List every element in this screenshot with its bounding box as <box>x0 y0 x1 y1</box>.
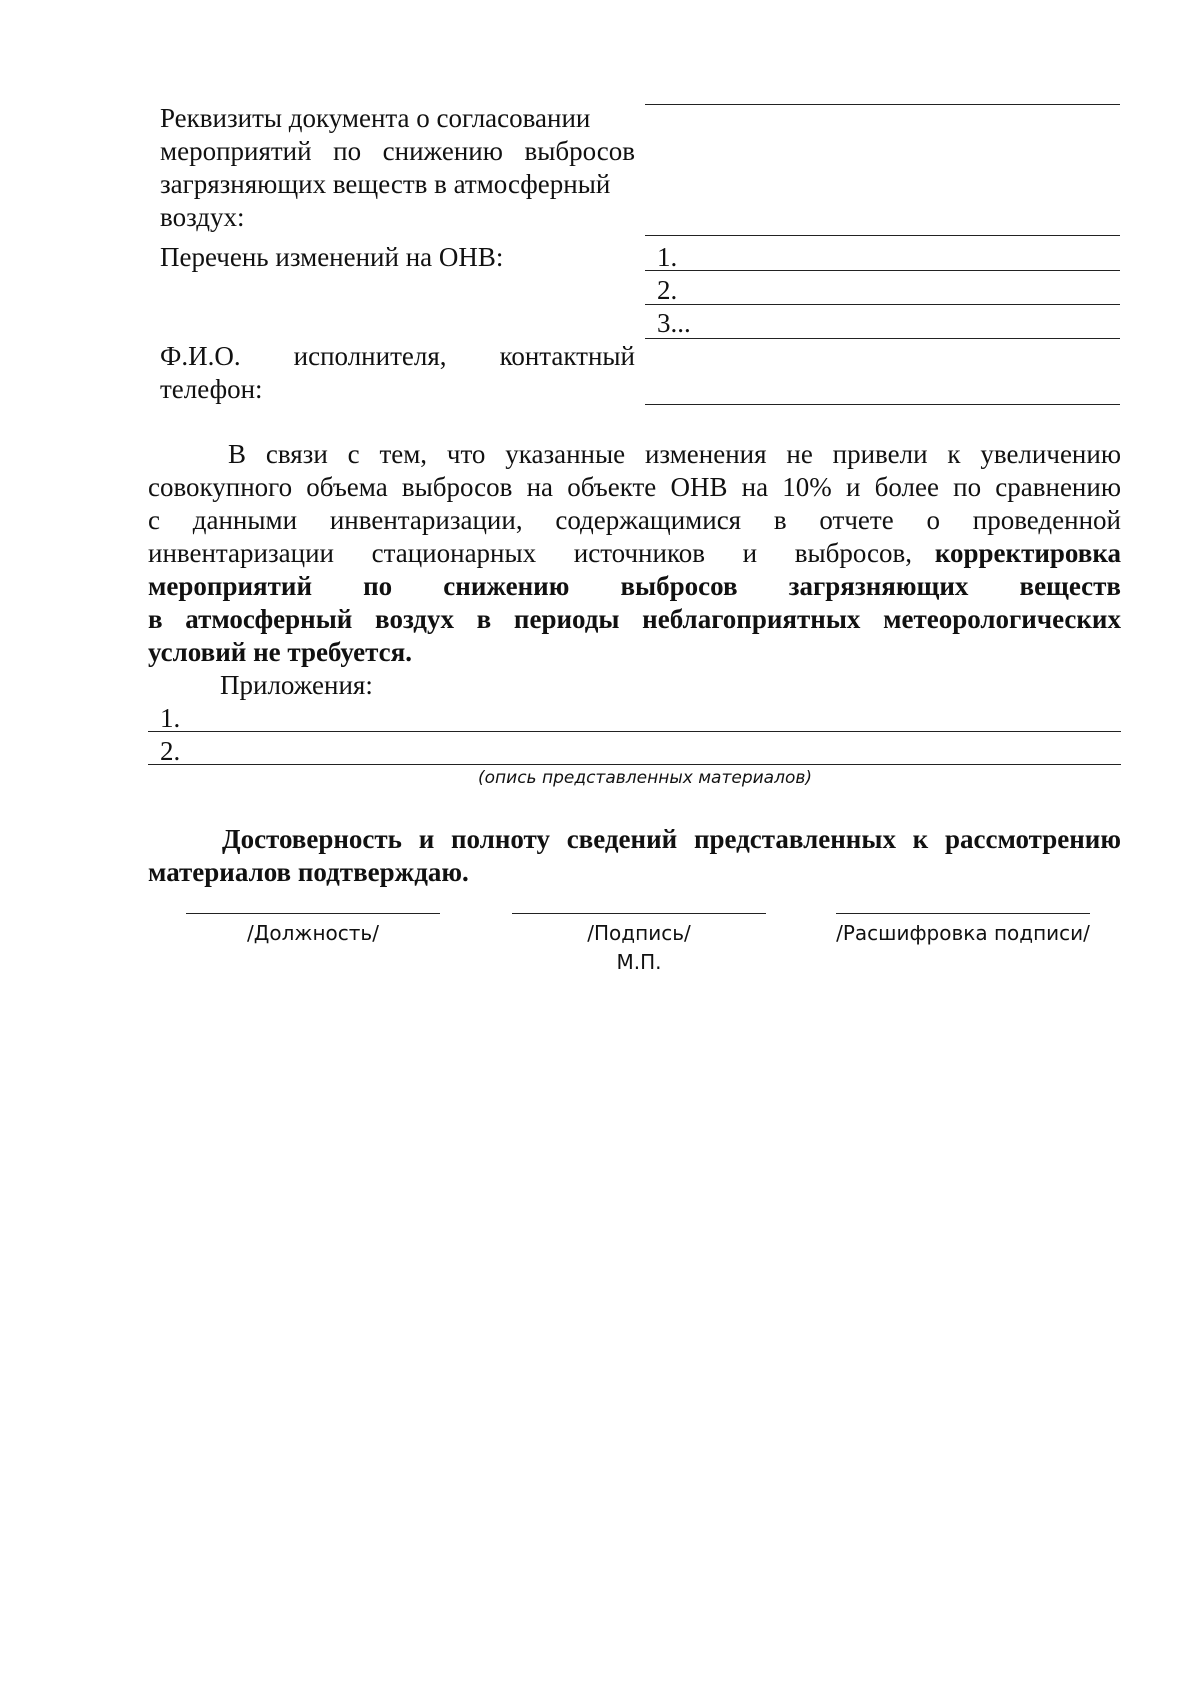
changes-label: Перечень изменений на ОНВ: <box>160 242 504 272</box>
change-item-1-line[interactable] <box>645 270 1120 271</box>
statement-line-3: с данными инвентаризации, содержащимися в отчете о проведенной <box>148 505 1121 535</box>
attachment-item-1: 1. <box>160 703 181 733</box>
attachment-item-1-line[interactable] <box>148 731 1121 732</box>
signature-line[interactable] <box>512 913 766 914</box>
requisites-field-line-top[interactable] <box>645 104 1120 105</box>
stamp-caption: М.П. <box>616 950 662 974</box>
change-item-3: 3... <box>657 308 691 338</box>
decode-caption: /Расшифровка подписи/ <box>836 921 1090 945</box>
statement-line-7: условий не требуется. <box>148 637 413 667</box>
statement-line-2: совокупного объема выбросов на объекте ОНВ на 10% и более по сравнению <box>148 472 1121 502</box>
executor-field-line[interactable] <box>645 404 1120 405</box>
statement-line-1: В связи с тем, что указанные изменения не привели к увеличению <box>228 439 1121 469</box>
statement-line-4-bold: корректировка <box>934 538 1121 568</box>
change-item-2: 2. <box>657 275 678 305</box>
requisites-field-line-bottom[interactable] <box>645 235 1120 236</box>
statement-line-6: в атмосферный воздух в периоды неблагоприятных метеорологических <box>148 604 1121 634</box>
position-caption: /Должность/ <box>247 921 379 945</box>
attachment-item-2-line[interactable] <box>148 764 1121 765</box>
requisites-label-line-1: Реквизиты документа о согласовании <box>160 103 591 133</box>
attachments-label: Приложения: <box>220 670 373 700</box>
change-item-3-line[interactable] <box>645 338 1120 339</box>
confirmation-line-1: Достоверность и полноту сведений представленных к рассмотрению <box>222 824 1121 854</box>
requisites-label-line-4: воздух: <box>160 202 245 232</box>
decode-signature-line[interactable] <box>836 913 1090 914</box>
requisites-label-line-2: мероприятий по снижению выбросов <box>160 136 635 166</box>
confirmation-line-2: материалов подтверждаю. <box>148 857 469 887</box>
position-signature-line[interactable] <box>186 913 440 914</box>
attachment-item-2: 2. <box>160 736 181 766</box>
requisites-label-line-3: загрязняющих веществ в атмосферный <box>160 169 611 199</box>
change-item-1: 1. <box>657 242 678 272</box>
signature-caption: /Подпись/ <box>587 921 691 945</box>
change-item-2-line[interactable] <box>645 304 1120 305</box>
attachments-caption: (опись представленных материалов) <box>478 768 812 788</box>
executor-label-line-2: телефон: <box>160 374 263 404</box>
executor-label-line-1: Ф.И.О. исполнителя, контактный <box>160 341 635 371</box>
statement-line-4-normal: инвентаризации стационарных источников и выбросов, <box>148 538 912 568</box>
statement-line-5: мероприятий по снижению выбросов загрязняющих веществ <box>148 571 1121 601</box>
